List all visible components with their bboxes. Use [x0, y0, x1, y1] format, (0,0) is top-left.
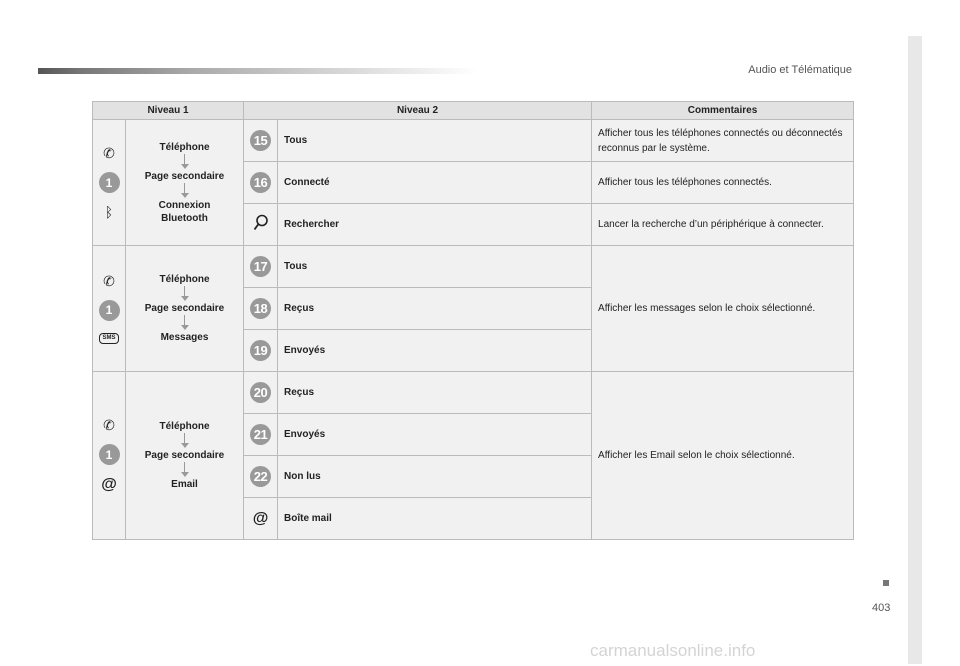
- row-comment: Lancer la recherche d’un périphérique à connecter.: [592, 204, 854, 246]
- phone-handset-icon: ✆: [103, 417, 115, 433]
- down-arrow-icon: [126, 286, 243, 302]
- table-header-row: [93, 102, 854, 120]
- group1-level1: [126, 120, 244, 246]
- row-label: Reçus: [278, 372, 592, 414]
- row-label: Non lus: [278, 456, 592, 498]
- watermark: carmanualsonline.info: [590, 641, 756, 660]
- number-badge: 15: [250, 130, 271, 151]
- row-label: Reçus: [278, 288, 592, 330]
- group2-level1: [126, 246, 244, 372]
- group2-icons: [93, 246, 126, 372]
- level1-secondary-page: Page secondaire: [144, 303, 225, 314]
- row-number: [244, 120, 278, 162]
- row-number: [244, 372, 278, 414]
- number-badge: 16: [250, 172, 271, 193]
- row-number: [244, 456, 278, 498]
- row-label: Tous: [278, 246, 592, 288]
- group2-comment: Afficher les messages selon le choix sélectionné.: [592, 246, 854, 372]
- level1-messages: Messages: [160, 332, 209, 343]
- row-number: [244, 288, 278, 330]
- row-number: [244, 498, 278, 540]
- header-gradient-bar: [38, 68, 478, 74]
- table-row: [93, 372, 854, 414]
- menu-badge: 1: [99, 444, 120, 465]
- down-arrow-icon: [126, 154, 243, 170]
- down-arrow-icon: [126, 433, 243, 449]
- table-row: [93, 246, 854, 288]
- menu-table: [92, 101, 854, 540]
- level1-telephone: Téléphone: [159, 421, 210, 432]
- email-at-icon: @: [252, 509, 269, 527]
- level1-email: Email: [171, 479, 198, 490]
- row-label: Envoyés: [278, 414, 592, 456]
- level1-secondary-page: Page secondaire: [144, 450, 225, 461]
- menu-badge: 1: [99, 172, 120, 193]
- number-badge: 18: [250, 298, 271, 319]
- search-icon: [253, 214, 269, 232]
- group3-icons: [93, 372, 126, 540]
- phone-handset-icon: ✆: [103, 272, 115, 289]
- email-at-icon: @: [101, 476, 117, 493]
- row-label: Tous: [278, 120, 592, 162]
- row-label: Envoyés: [278, 330, 592, 372]
- group1-icons: [93, 120, 126, 246]
- row-comment: Afficher tous les téléphones connectés.: [592, 162, 854, 204]
- row-number: [244, 162, 278, 204]
- sms-icon: SMS: [99, 333, 118, 344]
- down-arrow-icon: [126, 315, 243, 331]
- group3-comment: Afficher les Email selon le choix sélectionné.: [592, 372, 854, 540]
- level1-secondary-page: Page secondaire: [144, 170, 225, 182]
- row-number: [244, 204, 278, 246]
- group3-level1: [126, 372, 244, 540]
- page-number: 403: [872, 602, 891, 614]
- section-title: Audio et Télématique: [748, 64, 852, 76]
- table-row: [93, 120, 854, 162]
- header-level1: Niveau 1: [93, 102, 244, 120]
- number-badge: 19: [250, 340, 271, 361]
- level1-bluetooth-connection: Connexion Bluetooth: [158, 199, 211, 224]
- row-label: Rechercher: [278, 204, 592, 246]
- header-comments: Commentaires: [592, 102, 854, 120]
- number-badge: 20: [250, 382, 271, 403]
- menu-badge: 1: [99, 300, 120, 321]
- row-label: Boîte mail: [278, 498, 592, 540]
- row-number: [244, 414, 278, 456]
- row-label: Connecté: [278, 162, 592, 204]
- level1-telephone: Téléphone: [159, 274, 210, 285]
- number-badge: 17: [250, 256, 271, 277]
- phone-handset-icon: ✆: [103, 145, 115, 161]
- page-marker: [883, 580, 889, 586]
- down-arrow-icon: [126, 183, 243, 199]
- level1-telephone: Téléphone: [159, 141, 210, 153]
- number-badge: 21: [250, 424, 271, 445]
- side-strip: [908, 36, 922, 664]
- row-number: [244, 330, 278, 372]
- number-badge: 22: [250, 466, 271, 487]
- down-arrow-icon: [126, 462, 243, 478]
- bluetooth-icon: ᛒ: [104, 204, 114, 220]
- header-level2: Niveau 2: [244, 102, 592, 120]
- row-number: [244, 246, 278, 288]
- row-comment: Afficher tous les téléphones connectés ou déconnectés reconnus par le système.: [592, 120, 854, 162]
